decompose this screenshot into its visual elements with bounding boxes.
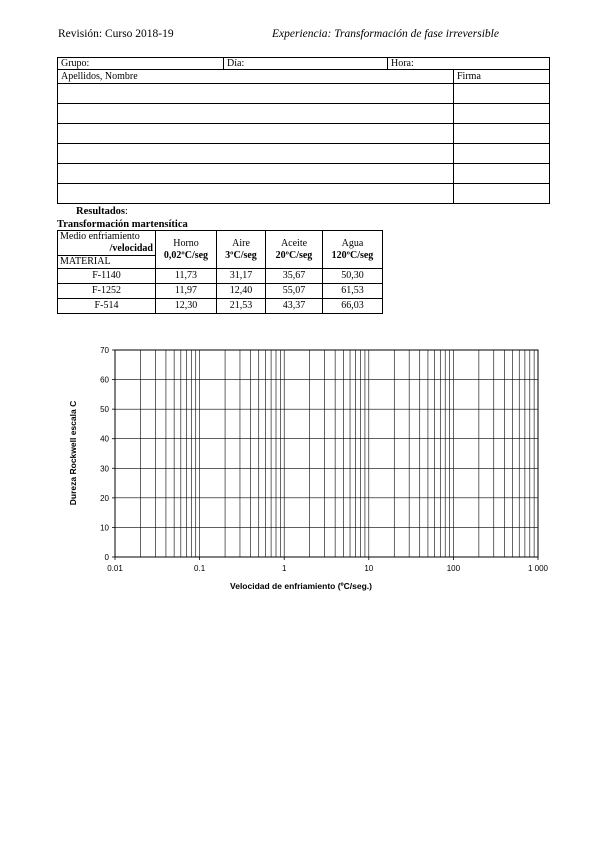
y-tick-label: 40	[100, 434, 109, 444]
x-tick-label: 100	[446, 564, 461, 573]
martensitic-transformation-title: Transformación martensítica	[57, 219, 188, 230]
document-header-course: Revisión: Curso 2018-19	[58, 28, 174, 40]
y-tick-label: 30	[100, 464, 109, 474]
material-cell: F-1252	[58, 284, 156, 299]
results-title: Resultados:	[76, 206, 128, 217]
plot-area-border	[115, 350, 538, 557]
value-cell: 35,67	[266, 269, 323, 284]
grupo-field[interactable]: Grupo:	[58, 58, 224, 70]
value-cell: 12,30	[156, 299, 217, 314]
value-cell: 43,37	[266, 299, 323, 314]
x-tick-label: 1	[281, 564, 287, 573]
y-axis-label: Dureza Rockwell escala C	[68, 400, 78, 506]
x-tick-label: 0.1	[194, 564, 206, 573]
apellidos-nombre-header: Apellidos, Nombre	[58, 70, 454, 84]
value-cell: 12,40	[217, 284, 266, 299]
material-cell: F-514	[58, 299, 156, 314]
chart-grid	[115, 350, 538, 557]
y-tick-label: 20	[100, 493, 109, 503]
value-cell: 50,30	[323, 269, 383, 284]
material-label: MATERIAL	[58, 255, 155, 268]
value-cell: 11,97	[156, 284, 217, 299]
col-header-aire: Aire 3ºC/seg	[217, 231, 266, 269]
y-tick-label: 70	[100, 346, 109, 355]
col-header-aceite: Aceite 20ºC/seg	[266, 231, 323, 269]
document-header-experiment: Experiencia: Transformación de fase irreversible	[272, 28, 499, 40]
hora-field[interactable]: Hora:	[388, 58, 550, 70]
value-cell: 21,53	[217, 299, 266, 314]
y-tick-label: 50	[100, 405, 109, 415]
value-cell: 61,53	[323, 284, 383, 299]
value-cell: 66,03	[323, 299, 383, 314]
y-tick-label: 10	[100, 523, 109, 533]
y-tick-label: 60	[100, 375, 109, 385]
col-header-horno: Horno 0,02ºC/seg	[156, 231, 217, 269]
firma-header: Firma	[454, 70, 550, 84]
value-cell: 31,17	[217, 269, 266, 284]
velocidad-label: /velocidad	[109, 243, 153, 254]
material-cell: F-1140	[58, 269, 156, 284]
value-cell: 11,73	[156, 269, 217, 284]
y-tick-label: 0	[104, 553, 109, 562]
medio-enfriamiento-label: Medio enfriamiento	[60, 231, 140, 242]
x-tick-label: 10	[364, 564, 374, 573]
value-cell: 55,07	[266, 284, 323, 299]
x-tick-label: 0.01	[107, 564, 123, 573]
col-header-agua: Agua 120ºC/seg	[323, 231, 383, 269]
dia-field[interactable]: Día:	[224, 58, 388, 70]
x-tick-label: 1 000	[527, 564, 549, 573]
x-axis-label: Velocidad de enfriamiento (ºC/seg.)	[230, 581, 372, 591]
